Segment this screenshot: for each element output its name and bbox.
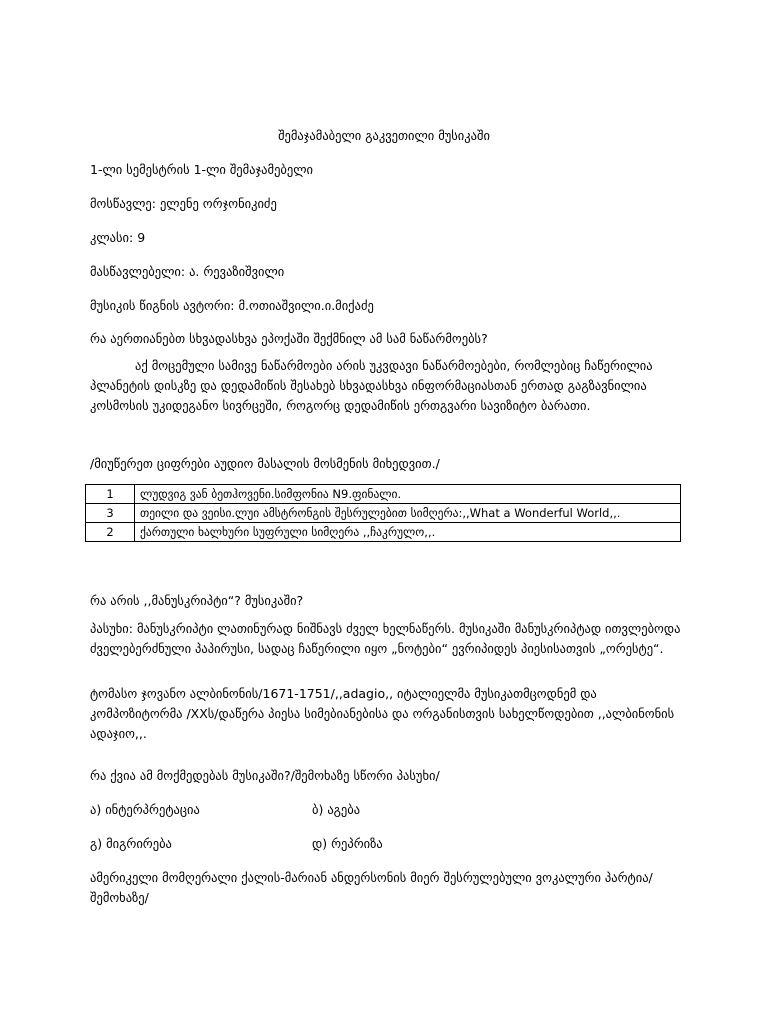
semester-line: 1-ლი სემესტრის 1-ლი შემაჯამებელი (90, 162, 314, 177)
track-number: 2 (86, 523, 135, 542)
class-line: კლასი: 9 (90, 230, 146, 245)
document-title: შემაჯამაბელი გაკვეთილი მუსიკაში (278, 128, 490, 143)
option-a: ა) ინტერპრეტაცია (90, 802, 200, 817)
question-1: რა აერთიანებთ სხვადასხვა ეპოქაში შექმნილ ამ სამ ნაწარმოებს? (90, 331, 488, 346)
question-2: რა არის ,,მანუსკრიპტი“? მუსიკაში? (90, 593, 304, 608)
track-number: 1 (86, 485, 135, 504)
track-title: ლუდვიგ ვან ბეთჰოვენი.სიმფონია N9.ფინალი. (135, 485, 681, 504)
albinoni-paragraph: ტომასო ჯოვანო ალბინონის/1671-1751/,,adagio,, იტალიელმა მუსიკათმცოდნემ და კომპოზიტორმა /XXს/დაწერა პიესა სიმებიანებისა და ორგანისთვის სახელწოდებით ,,ალბინონის ადაჯიო,,. (90, 686, 675, 741)
question-4: ამერიკელი მომღერალი ქალის-მარიან ანდერსონის მიერ შესრულებული ვოკალური პარტია/შემოხაზე/ (90, 870, 653, 905)
track-number: 3 (86, 504, 135, 523)
track-title: თეილი და ვეისი.ლუი ამსტრონგის შესრულებით სიმღერა:,,What a Wonderful World,,. (135, 504, 681, 523)
answer-2: პასუხი: მანუსკრიპტი ლათინურად ნიშნავს ძველ ხელნაწერს. მუსიკაში მანუსკრიპტად ითვლებოდა ძველებერძნული პაპირუსი, სადაც ჩაწერილი იყო „ნოტები“ ევრიპიდეს პიესისათვის „ორესტე“. (90, 621, 681, 656)
answer-1: აქ მოცემული სამივე ნაწარმოები არის უკვდავი ნაწარმოებები, რომლებიც ჩაწერილია პლანეტის დისკზე და დედამიწის შესახებ სხვადასხვა ინფორმაციასთან ერთად გაგზავნილია კოსმოსის უკიდეგანო სივრცეში, როგორც დედამიწის ერთგვარი სავიზიტო ბარათი. (90, 358, 653, 413)
option-d: დ) რეპრიზა (312, 836, 383, 851)
option-g: გ) მიგრირება (90, 836, 172, 851)
student-line: მოსწავლე: ელენე ორჯონიკიძე (90, 196, 277, 211)
table-row (86, 523, 681, 542)
table-row (86, 504, 681, 523)
listening-instruction: /მიუწერეთ ციფრები აუდიო მასალის მოსმენის მიხედვით./ (90, 456, 440, 471)
option-b: ბ) აგება (312, 802, 361, 817)
book-authors-line: მუსიკის წიგნის ავტორი: მ.ოთიაშვილი.ი.მიქაძე (90, 298, 374, 313)
track-title: ქართული ხალხური სუფრული სიმღერა ,,ჩაკრულო,,. (135, 523, 681, 542)
tracks-table (85, 484, 681, 542)
table-row (86, 485, 681, 504)
question-3: რა ქვია ამ მოქმედებას მუსიკაში?/შემოხაზე სწორი პასუხი/ (90, 768, 440, 783)
teacher-line: მასწავლებელი: ა. რევაზიშვილი (90, 264, 285, 279)
